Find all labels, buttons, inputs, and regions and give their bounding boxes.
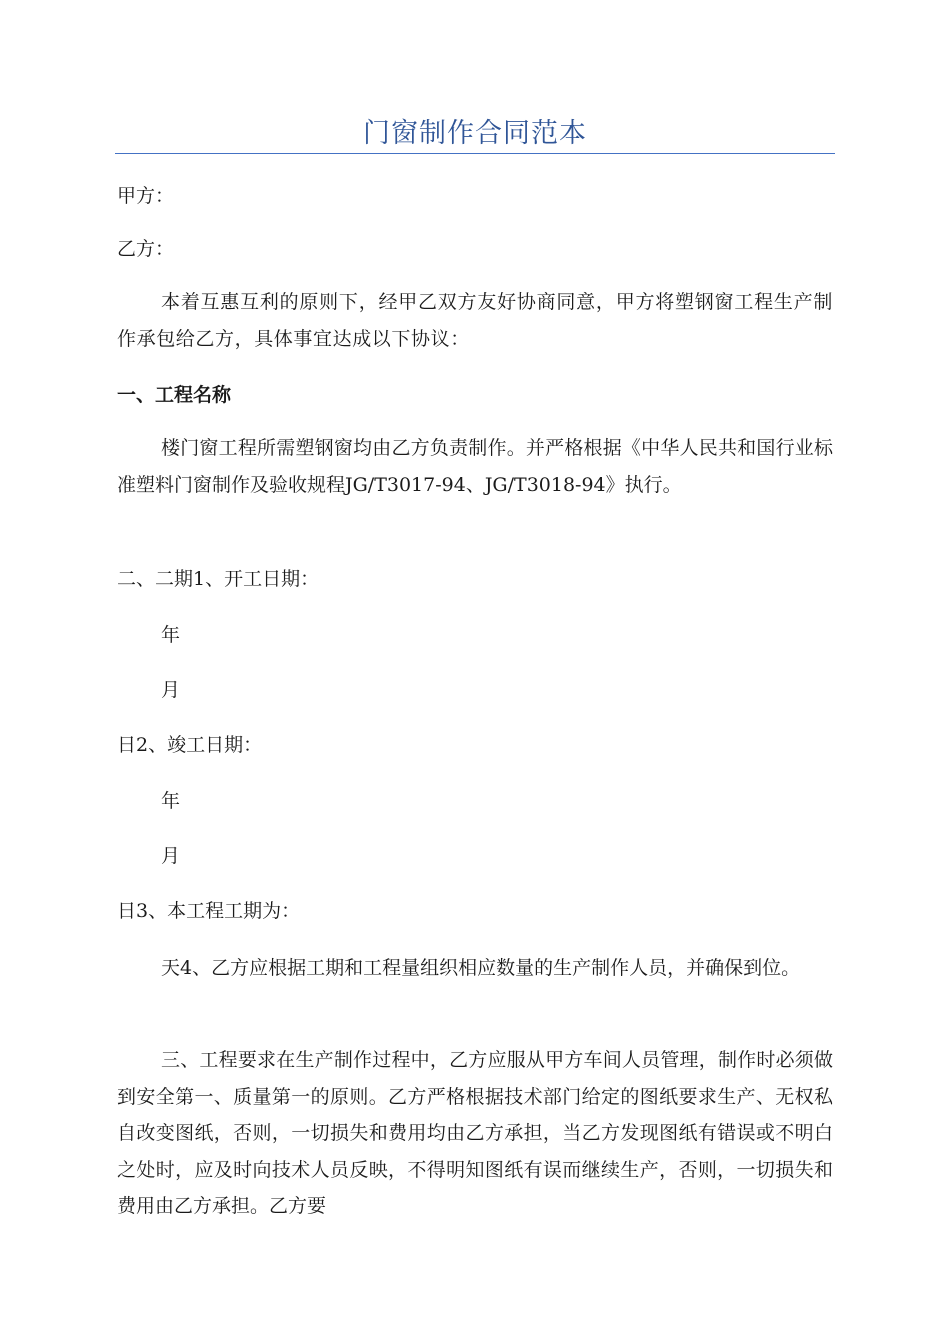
- party-a-label: 甲方：: [117, 185, 175, 207]
- title-underline: [115, 153, 835, 154]
- section2-start-date: 二、二期1、开工日期：: [117, 568, 320, 590]
- end-month-label: 月: [161, 845, 181, 867]
- section3-paragraph: 三、工程要求在生产制作过程中，乙方应服从甲方车间人员管理，制作时必须做到安全第一、质量第一的原则。乙方严格根据技术部门给定的图纸要求生产、无权私自改变图纸，否则，一切损失和费用均由乙方承担，当乙方发现图纸有错误或不明白之处时，应及时向技术人员反映，不得明知图纸有误而继续生产，否则，一切损失和费用由乙方承担。乙方要: [117, 1049, 833, 1217]
- start-year-label: 年: [161, 624, 181, 646]
- section1-paragraph: 楼门窗工程所需塑钢窗均由乙方负责制作。并严格根据《中华人民共和国行业标准塑料门窗制作及验收规程JG/T3017-94、JG/T3018-94》执行。: [117, 437, 833, 496]
- end-year-label: 年: [161, 790, 181, 812]
- start-month-label: 月: [161, 679, 181, 701]
- item4-paragraph: 天4、乙方应根据工期和工程量组织相应数量的生产制作人员，并确保到位。: [161, 957, 801, 979]
- duration-line: 日3、本工程工期为：: [117, 900, 301, 922]
- party-b-label: 乙方：: [117, 238, 175, 260]
- section1-heading: 一、工程名称: [117, 384, 232, 406]
- document-title: 门窗制作合同范本: [363, 118, 587, 149]
- intro-paragraph: 本着互惠互利的原则下，经甲乙双方友好协商同意，甲方将塑钢窗工程生产制作承包给乙方，具体事宜达成以下协议：: [117, 291, 833, 350]
- completion-date-line: 日2、竣工日期：: [117, 734, 263, 756]
